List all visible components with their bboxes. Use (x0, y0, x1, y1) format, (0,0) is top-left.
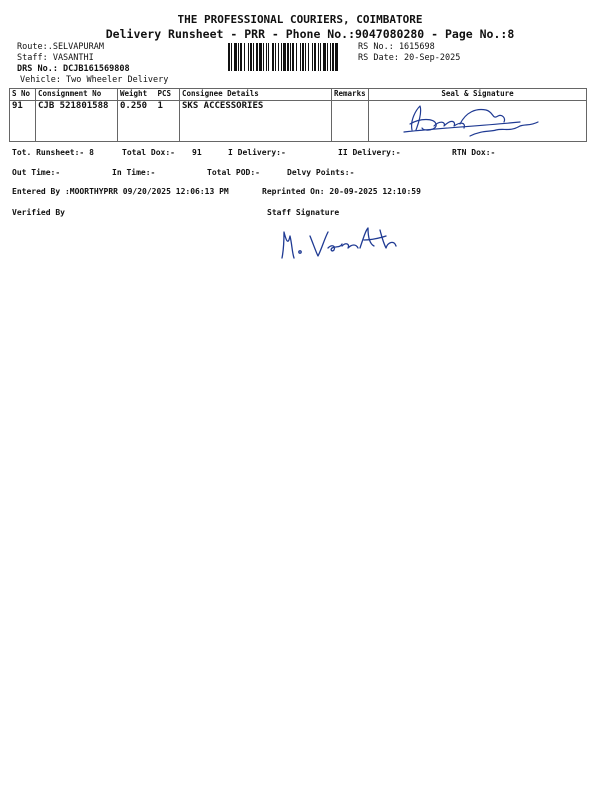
cell-consignment: CJB 521801588 (36, 101, 118, 142)
cell-remarks (332, 101, 369, 142)
cell-sno: 91 (10, 101, 36, 142)
col-weight-header: Weight (118, 89, 156, 101)
total-dox-value: 91 (192, 148, 202, 157)
col-remarks-header: Remarks (332, 89, 369, 101)
cell-weight: 0.250 (118, 101, 156, 142)
drs-number: DRS No.: DCJB161569808 (17, 64, 130, 74)
col-seal-signature-header: Seal & Signature (369, 89, 587, 101)
staff-signature (276, 222, 416, 268)
i-delivery: I Delivery:- (228, 148, 286, 157)
total-pod: Total POD:- (207, 168, 260, 177)
ii-delivery: II Delivery:- (338, 148, 401, 157)
total-dox-label: Total Dox:- (122, 148, 175, 157)
runsheet-title: Delivery Runsheet - PRR - Phone No.:9047080280 - Page No.:8 (105, 27, 515, 41)
company-title: THE PROFESSIONAL COURIERS, COIMBATORE (177, 13, 423, 26)
cell-pcs: 1 (156, 101, 180, 142)
col-pcs-header: PCS (156, 89, 180, 101)
reprinted-on: Reprinted On: 20-09-2025 12:10:59 (262, 187, 421, 196)
staff-label: Staff: VASANTHI (17, 53, 94, 63)
route-label: Route:.SELVAPURAM (17, 42, 104, 52)
verified-by: Verified By (12, 208, 65, 217)
recipient-signature (400, 96, 550, 144)
col-sno-header: S No (10, 89, 36, 101)
in-time: In Time:- (112, 168, 156, 177)
staff-signature-label: Staff Signature (267, 208, 340, 217)
vehicle-label: Vehicle: Two Wheeler Delivery (20, 75, 169, 85)
entered-by: Entered By :MOORTHYPRR 09/20/2025 12:06:13 PM (12, 187, 229, 196)
rs-number: RS No.: 1615698 (358, 42, 435, 52)
col-consignee-header: Consignee Details (180, 89, 332, 101)
cell-consignee: SKS ACCESSORIES (180, 101, 332, 142)
col-consignment-header: Consignment No (36, 89, 118, 101)
rtn-dox: RTN Dox:- (452, 148, 496, 157)
barcode (228, 43, 356, 71)
tot-runsheet: Tot. Runsheet:- 8 (12, 148, 94, 157)
delvy-points: Delvy Points:- (287, 168, 355, 177)
out-time: Out Time:- (12, 168, 61, 177)
rs-date: RS Date: 20-Sep-2025 (358, 53, 461, 63)
